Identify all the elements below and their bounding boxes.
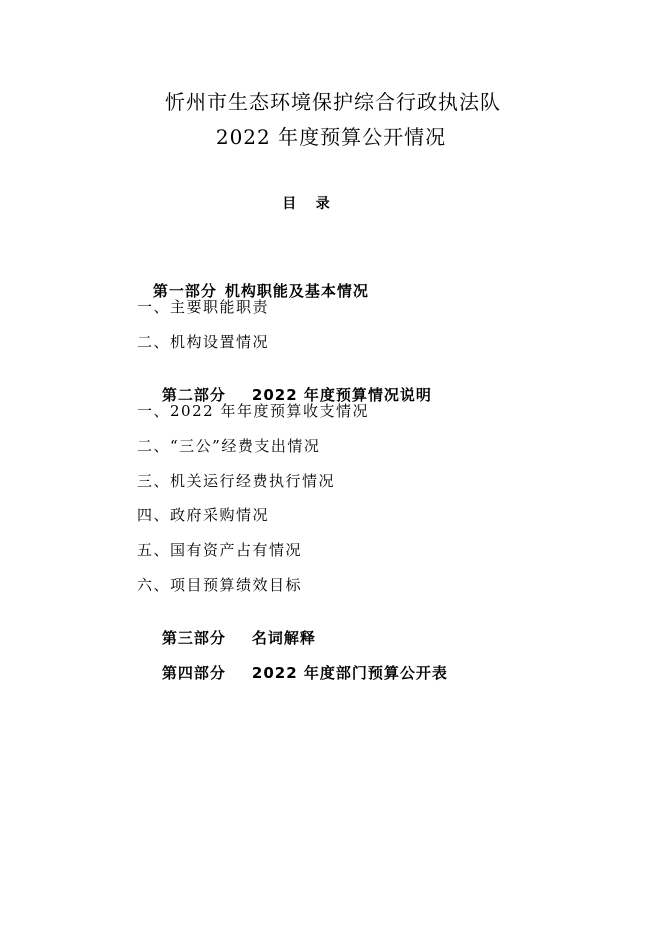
toc-part-2-title: 2022 年度预算情况说明	[251, 386, 432, 404]
document-title-line-2: 2022 年度预算公开情况	[215, 125, 447, 149]
toc-part-3-title: 名词解释	[251, 629, 316, 647]
toc-part-2-item-5: 五、国有资产占有情况	[137, 541, 303, 559]
toc-part-1-item-1: 一、主要职能职责	[137, 298, 270, 316]
toc-part-4-title: 2022 年度部门预算公开表	[251, 664, 448, 682]
toc-heading: 目 录	[282, 196, 330, 212]
toc-part-2-label: 第二部分	[161, 386, 226, 404]
toc-part-4	[137, 644, 448, 701]
toc-part-2-item-4: 四、政府采购情况	[137, 506, 270, 524]
document-title-line-1: 忻州市生态环境保护综合行政执法队	[165, 90, 501, 114]
toc-part-2-item-6: 六、项目预算绩效目标	[137, 576, 303, 594]
toc-part-2-item-2: 二、“三公”经费支出情况	[137, 437, 321, 455]
toc-part-3-label: 第三部分	[161, 629, 226, 647]
toc-part-2-item-3: 三、机关运行经费执行情况	[137, 472, 336, 490]
toc-part-2-item-1: 一、2022 年年度预算收支情况	[137, 402, 369, 420]
toc-part-1-item-2: 二、机构设置情况	[137, 333, 270, 351]
toc-part-4-label: 第四部分	[161, 664, 226, 682]
toc-part-1-title: 机构职能及基本情况	[224, 282, 369, 300]
toc-part-1-label: 第一部分	[152, 282, 217, 300]
